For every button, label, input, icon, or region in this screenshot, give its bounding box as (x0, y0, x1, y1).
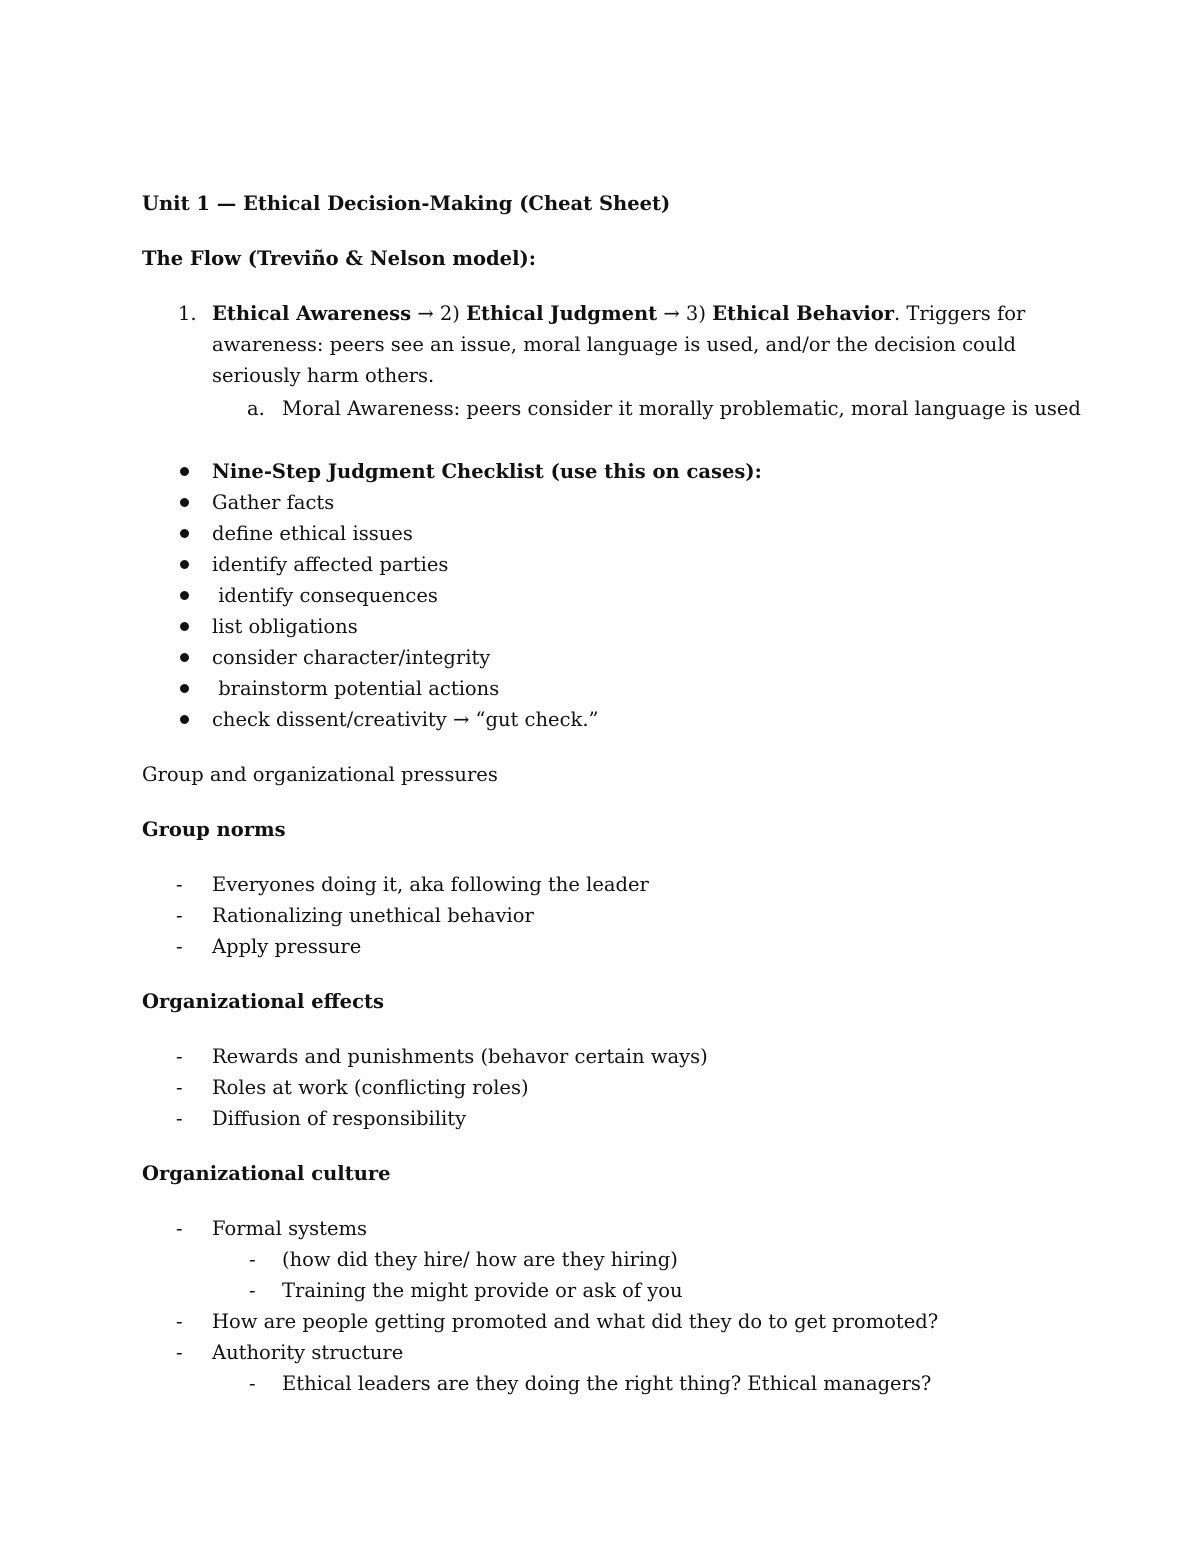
bullet-dot (180, 653, 189, 662)
org-effects-item: Rewards and punishments (behavor certain ways) (212, 1045, 708, 1068)
list-item (142, 611, 1072, 642)
list-item (142, 704, 1072, 735)
org-effects-item: Roles at work (conflicting roles) (212, 1076, 529, 1099)
org-culture-subitem: Ethical leaders are they doing the right thing? Ethical managers? (282, 1372, 932, 1395)
bullet-dot (180, 591, 189, 600)
bullet-dot (180, 498, 189, 507)
list-item (142, 642, 1072, 673)
org-culture-heading: Organizational culture (142, 1162, 391, 1185)
triggers-text: . Triggers for awareness: peers see an issue, moral language is used, and/or the decision could seriously harm others. (212, 302, 1026, 387)
org-culture-subitem: (how did they hire/ how are they hiring) (282, 1248, 678, 1271)
org-culture-item: Authority structure (212, 1341, 404, 1364)
checklist-item: identify consequences (212, 584, 438, 607)
group-org-pressures: Group and organizational pressures (142, 763, 498, 786)
dash-marker: - (176, 1310, 183, 1333)
bullet-dot (180, 529, 189, 538)
list-number: 1. (178, 302, 197, 325)
bullet-dot (180, 622, 189, 631)
checklist-item: identify affected parties (212, 553, 449, 576)
bullet-dot (180, 560, 189, 569)
moral-awareness-text: Moral Awareness: peers consider it morally problematic, moral language is used (282, 397, 1081, 420)
list-item (142, 1103, 1072, 1134)
list-item (142, 1072, 1072, 1103)
dash-marker: - (176, 1045, 183, 1068)
list-item (142, 1368, 1072, 1399)
group-norms-item: Apply pressure (212, 935, 362, 958)
checklist-item: brainstorm potential actions (212, 677, 500, 700)
checklist-item: define ethical issues (212, 522, 413, 545)
dash-marker: - (176, 1076, 183, 1099)
dash-marker: - (176, 1341, 183, 1364)
org-effects-item: Diffusion of responsibility (212, 1107, 467, 1130)
dash-marker: - (176, 1217, 183, 1240)
list-item (142, 549, 1072, 580)
list-item (142, 869, 1072, 900)
checklist-heading (142, 456, 1072, 487)
group-norms-item: Rationalizing unethical behavior (212, 904, 534, 927)
bullet-dot (180, 684, 189, 693)
dash-marker: - (176, 873, 183, 896)
list-item (142, 931, 1072, 962)
step-behavior: Ethical Behavior (712, 302, 895, 325)
checklist-item: consider character/integrity (212, 646, 491, 669)
checklist-item: check dissent/creativity → “gut check.” (212, 708, 599, 731)
arrow-text: → 3) (657, 302, 713, 325)
numbered-item-1 (142, 298, 1072, 391)
step-awareness: Ethical Awareness (212, 302, 412, 325)
org-culture-subitem: Training the might provide or ask of you (282, 1279, 683, 1302)
document-title: Unit 1 — Ethical Decision-Making (Cheat Sheet) (142, 192, 671, 215)
dash-marker: - (249, 1372, 256, 1395)
org-culture-item: How are people getting promoted and what did they do to get promoted? (212, 1310, 939, 1333)
numbered-sub-item-a (142, 393, 1081, 424)
flow-steps-text (212, 298, 1072, 391)
dash-marker: - (176, 1107, 183, 1130)
checklist-heading-text: Nine-Step Judgment Checklist (use this on cases): (212, 460, 762, 483)
list-item (142, 1275, 1072, 1306)
list-item (142, 518, 1072, 549)
bullet-dot (180, 715, 189, 724)
document-page (142, 188, 1081, 1399)
list-item (142, 487, 1072, 518)
list-item (142, 900, 1072, 931)
dash-marker: - (176, 935, 183, 958)
checklist-item: list obligations (212, 615, 358, 638)
list-item (142, 1213, 1072, 1244)
step-judgment: Ethical Judgment (466, 302, 658, 325)
org-effects-heading: Organizational effects (142, 990, 384, 1013)
group-norms-heading: Group norms (142, 818, 286, 841)
org-culture-item: Formal systems (212, 1217, 367, 1240)
sub-list-letter: a. (247, 397, 265, 420)
flow-heading: The Flow (Treviño & Nelson model): (142, 247, 536, 270)
list-item (142, 1041, 1072, 1072)
list-item (142, 1306, 1072, 1337)
group-norms-item: Everyones doing it, aka following the leader (212, 873, 649, 896)
list-item (142, 1337, 1072, 1368)
dash-marker: - (249, 1248, 256, 1271)
dash-marker: - (249, 1279, 256, 1302)
dash-marker: - (176, 904, 183, 927)
bullet-dot (180, 467, 189, 476)
arrow-text: → 2) (411, 302, 467, 325)
checklist-item: Gather facts (212, 491, 335, 514)
list-item (142, 580, 1072, 611)
list-item (142, 1244, 1072, 1275)
list-item (142, 673, 1072, 704)
